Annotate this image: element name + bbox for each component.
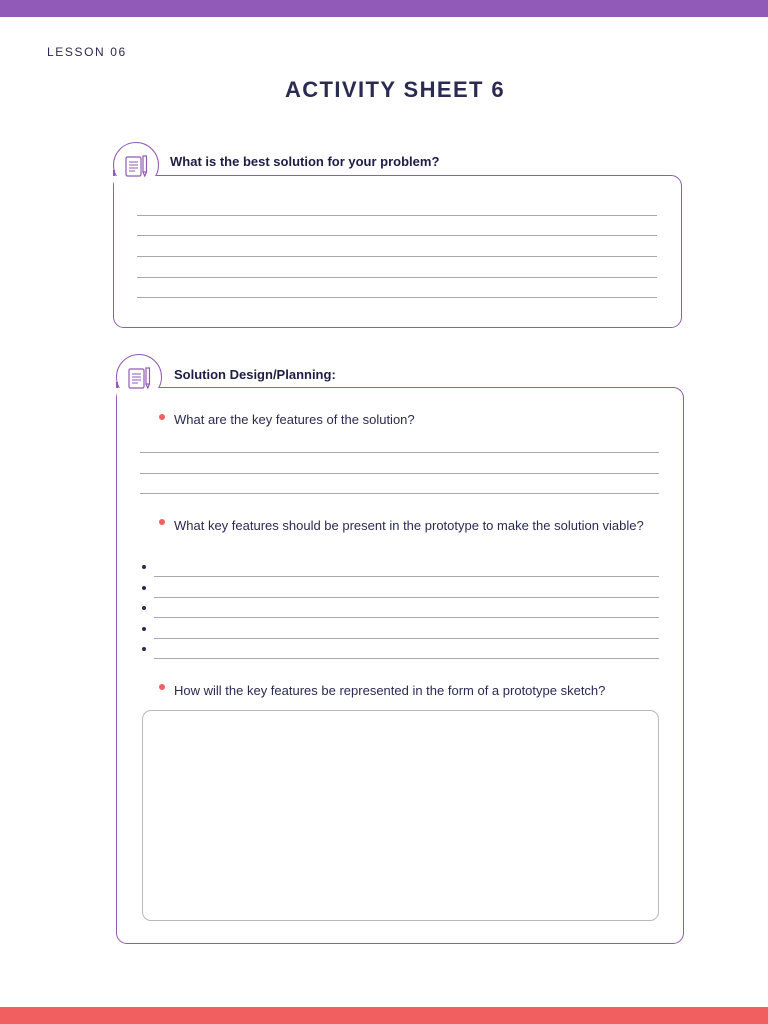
- bottom-accent-bar: [0, 1007, 768, 1024]
- answer-line[interactable]: [137, 256, 657, 257]
- page-title: ACTIVITY SHEET 6: [284, 77, 506, 102]
- section2-heading: Solution Design/Planning:: [174, 367, 336, 382]
- answer-line[interactable]: [140, 493, 659, 494]
- answer-line[interactable]: [137, 215, 657, 216]
- solution-answer-box: [113, 175, 682, 328]
- answer-line[interactable]: [140, 452, 659, 453]
- question-prototype-sketch: How will the key features be represented in the form of a prototype sketch?: [174, 683, 606, 698]
- question-bullet: [159, 519, 165, 525]
- top-accent-bar: [0, 0, 768, 17]
- answer-line[interactable]: [154, 597, 659, 598]
- question-bullet: [159, 684, 165, 690]
- answer-line[interactable]: [154, 638, 659, 639]
- answer-line[interactable]: [137, 277, 657, 278]
- question-bullet: [159, 414, 165, 420]
- question-prototype-features: What key features should be present in the prototype to make the solution viable?: [174, 518, 644, 533]
- sketch-area[interactable]: [142, 710, 659, 921]
- list-bullet: [142, 627, 146, 631]
- notepad-pencil-icon: [127, 365, 153, 391]
- lesson-label: LESSON 06: [47, 45, 127, 59]
- section1-question: What is the best solution for your problem?: [170, 154, 440, 169]
- list-bullet: [142, 606, 146, 610]
- answer-line[interactable]: [154, 658, 659, 659]
- list-bullet: [142, 565, 146, 569]
- list-bullet: [142, 647, 146, 651]
- answer-line[interactable]: [154, 576, 659, 577]
- answer-line[interactable]: [154, 617, 659, 618]
- notepad-pencil-icon: [124, 153, 150, 179]
- answer-line[interactable]: [137, 235, 657, 236]
- question-key-features: What are the key features of the solution?: [174, 412, 415, 427]
- answer-line[interactable]: [140, 473, 659, 474]
- list-bullet: [142, 586, 146, 590]
- answer-line[interactable]: [137, 297, 657, 298]
